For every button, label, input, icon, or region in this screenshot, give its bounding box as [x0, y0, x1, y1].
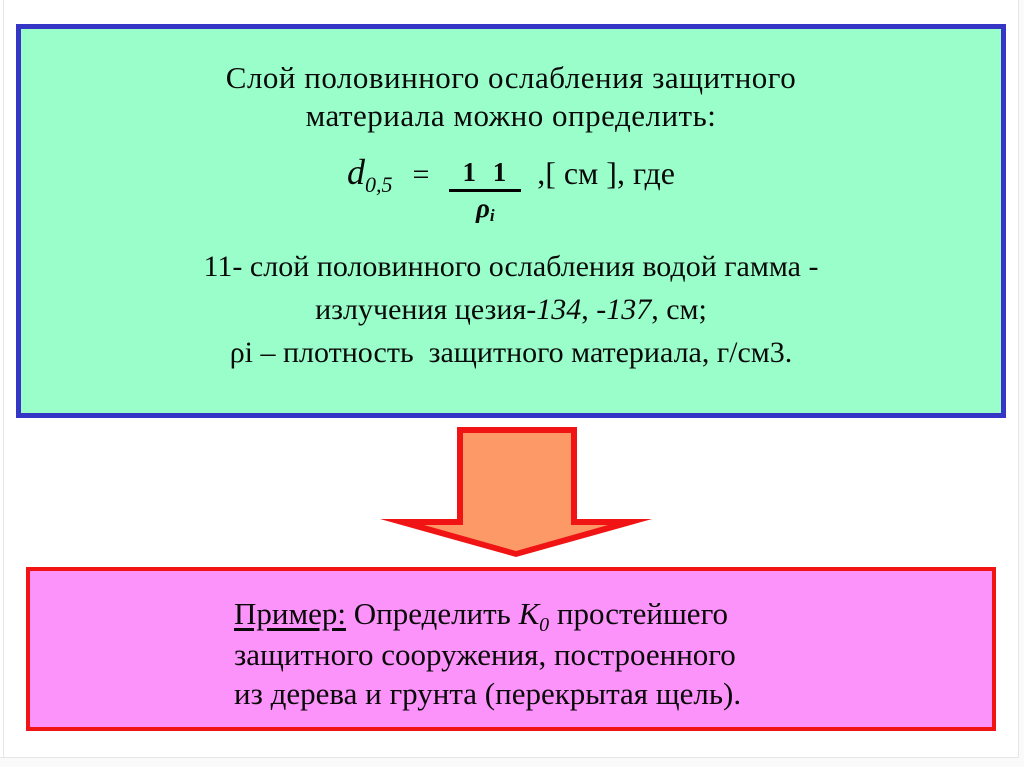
formula-units: ,[ см ], где — [537, 155, 675, 191]
explanation-line-3: ρi – плотность защитного материала, г/см3. — [229, 336, 793, 369]
k-subscript: 0 — [539, 614, 550, 636]
heading-line-1: Слой половинного ослабления защитного — [225, 60, 797, 95]
cesium-137: 137 — [606, 293, 652, 326]
example-label: Пример: — [234, 596, 346, 631]
example-line-3: из дерева и грунта (перекрытая щель). — [234, 676, 742, 711]
example-text — [30, 571, 992, 713]
cesium-134: 134 — [536, 293, 582, 326]
formula-variable-subscript: 0,5 — [365, 172, 393, 197]
definition-box — [16, 24, 1006, 418]
explanation-line-2: излучения цезия-134, -137, см; — [315, 293, 707, 326]
example-box — [26, 567, 996, 731]
rho-subscript: i — [489, 206, 495, 225]
page-margin-right — [1019, 0, 1024, 767]
equals-sign: = — [412, 158, 430, 191]
definition-heading — [21, 59, 1001, 135]
fraction-denominator — [476, 192, 495, 224]
definition-explanation — [21, 245, 1001, 374]
half-attenuation-formula — [21, 151, 1001, 227]
example-line-2: защитного сооружения, построенного — [234, 637, 736, 672]
page-margin-bottom — [0, 758, 1024, 767]
example-line-1: Пример: Определить $К_0$ простейшего — [234, 596, 729, 636]
down-arrow-icon — [380, 427, 652, 558]
heading-line-2: материала можно определить: — [305, 98, 717, 133]
rho-symbol: ρ — [475, 193, 490, 223]
slide-left-edge — [3, 0, 4, 767]
formula-fraction — [449, 157, 521, 224]
k-variable: К — [518, 596, 540, 631]
fraction-numerator: 1 1 — [449, 157, 521, 192]
formula-variable: $d_{0,5}$ — [347, 152, 393, 197]
explanation-line-1: 11- слой половинного ослабления водой гамма - — [203, 250, 819, 283]
